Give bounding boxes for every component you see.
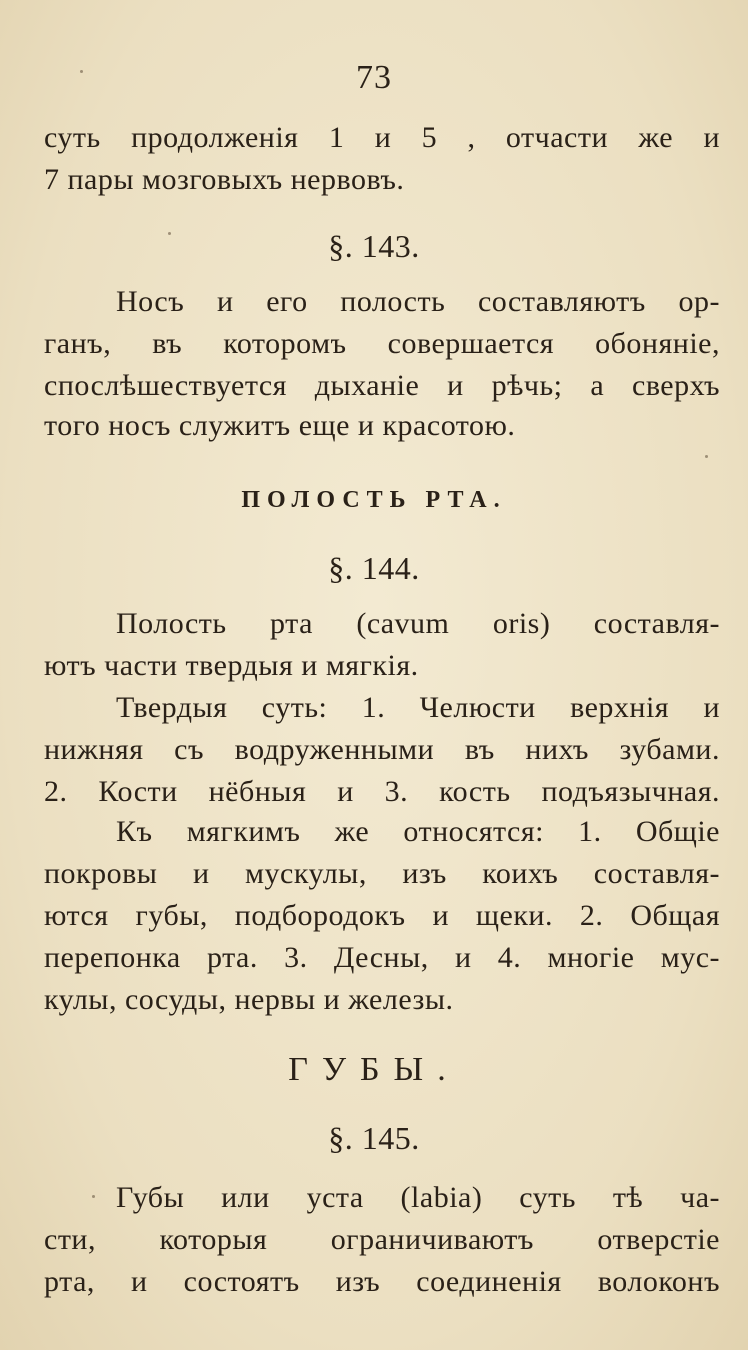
text-line-13: покровы и мускулы, изъ коихъ составля- — [44, 857, 720, 890]
paper-speck — [705, 455, 708, 458]
paper-speck — [80, 70, 83, 73]
text-line-7: Полость рта (cavum oris) составля- — [116, 607, 720, 640]
text-line-12: Къ мягкимъ же относятся: 1. Общiе — [116, 815, 720, 848]
text-line-3: Носъ и его полость составляютъ ор- — [116, 285, 720, 318]
paper-speck — [168, 232, 171, 235]
text-line-1: суть продолженія 1 и 5 , отчасти же и — [44, 121, 720, 154]
section-number-144: §. 144. — [328, 550, 420, 586]
text-line-19: рта, и состоятъ изъ соединенія волоконъ — [44, 1265, 720, 1298]
text-line-11: 2. Кости нёбныя и 3. кость подъязычная. — [44, 775, 720, 808]
text-line-9: Твердыя суть: 1. Челюсти верхнiя и — [116, 691, 720, 724]
text-line-2: 7 пары мозговыхъ нервовъ. — [44, 163, 405, 196]
text-line-17: Губы или уста (labia) суть тѣ ча- — [116, 1181, 720, 1214]
section-number-145: §. 145. — [328, 1120, 420, 1156]
section-heading-mouth-cavity: ПОЛОСТЬ РТА. — [241, 487, 507, 513]
text-line-5: спослѣшествуется дыханiе и рѣчь; а сверхъ — [44, 369, 720, 402]
text-line-16: кулы, сосуды, нервы и железы. — [44, 983, 454, 1016]
text-line-15: перепонка рта. 3. Десны, и 4. многiе мус- — [44, 941, 720, 974]
page-number: 73 — [356, 59, 392, 96]
text-line-8: ютъ части твердыя и мягкiя. — [44, 649, 419, 682]
text-line-6: того носъ служитъ еще и красотою. — [44, 409, 516, 442]
text-line-14: ются губы, подбородокъ и щеки. 2. Общая — [44, 899, 720, 932]
text-line-18: сти, которыя ограничиваютъ отверстiе — [44, 1223, 720, 1256]
section-heading-lips: ГУБЫ. — [288, 1051, 460, 1088]
text-line-10: нижняя съ водруженными въ нихъ зубами. — [44, 733, 720, 766]
text-line-4: ганъ, въ которомъ совершается обонянiе, — [44, 327, 720, 360]
paper-speck — [92, 1195, 95, 1198]
section-number-143: §. 143. — [328, 228, 420, 264]
